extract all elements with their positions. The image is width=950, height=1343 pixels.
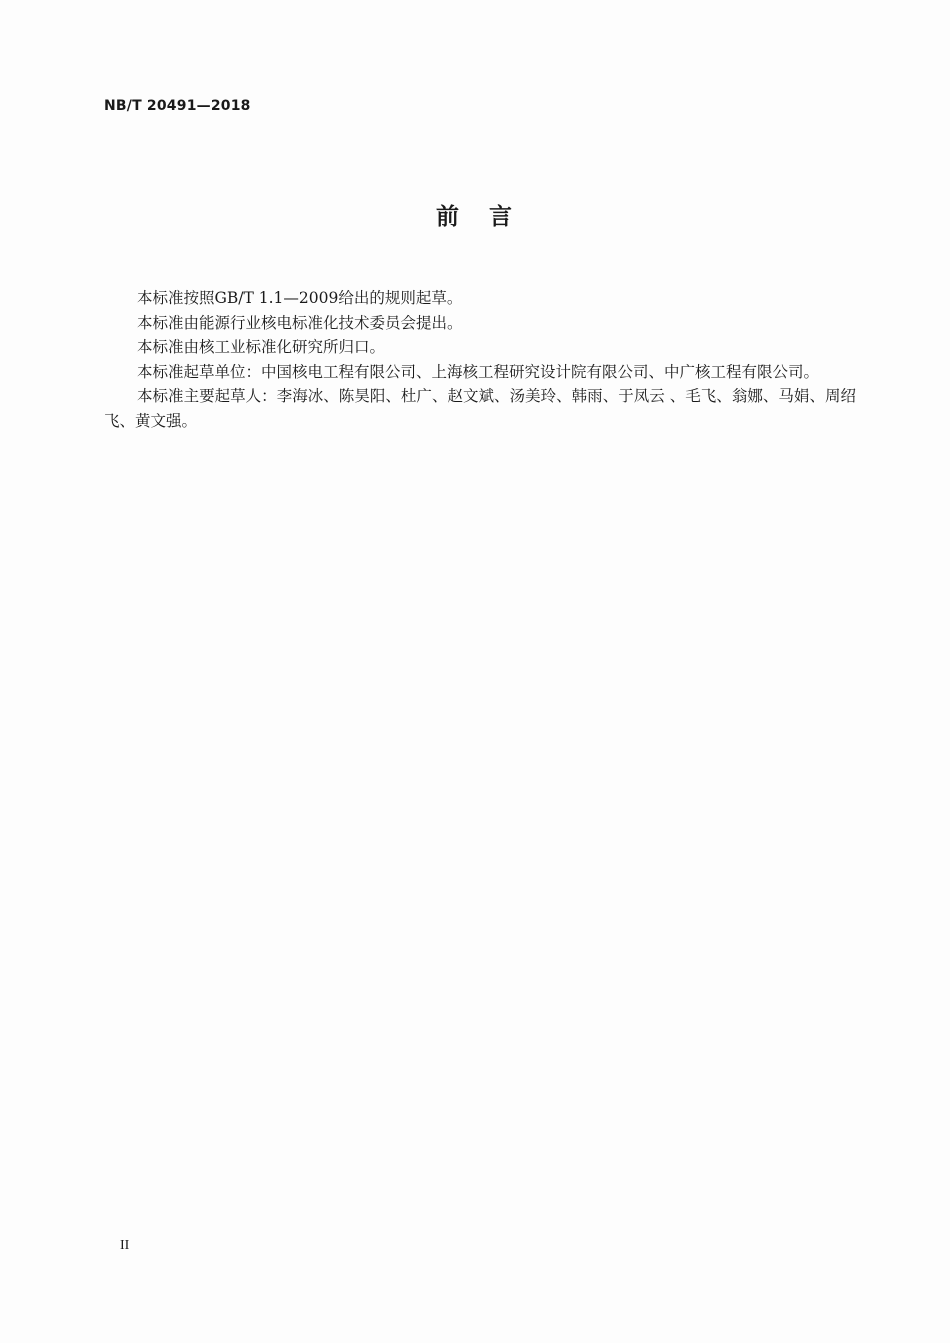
foreword-body (104, 286, 856, 433)
page-title (0, 198, 950, 231)
standard-code: NB/T 20491—2018 (104, 98, 251, 114)
title-char-1: 前 (436, 204, 461, 230)
paragraph-responsible-org: 本标准由核工业标准化研究所归口。 (137, 338, 386, 356)
paragraph-drafting-rules: 本标准按照GB/T 1.1—2009给出的规则起草。 (137, 289, 463, 307)
page-number: II (120, 1238, 130, 1253)
paragraph-proposer: 本标准由能源行业核电标准化技术委员会提出。 (137, 313, 463, 332)
paragraph-drafting-units: 本标准起草单位：中国核电工程有限公司、上海核工程研究设计院有限公司、中广核工程有限公司。 (137, 362, 820, 381)
title-char-2: 言 (489, 204, 514, 230)
paragraph-drafters: 本标准主要起草人：李海冰、陈昊阳、杜广、赵文斌、汤美玲、韩雨、于凤云 、毛飞、翁娜、马娟、周绍飞、黄文强。 (104, 387, 856, 430)
